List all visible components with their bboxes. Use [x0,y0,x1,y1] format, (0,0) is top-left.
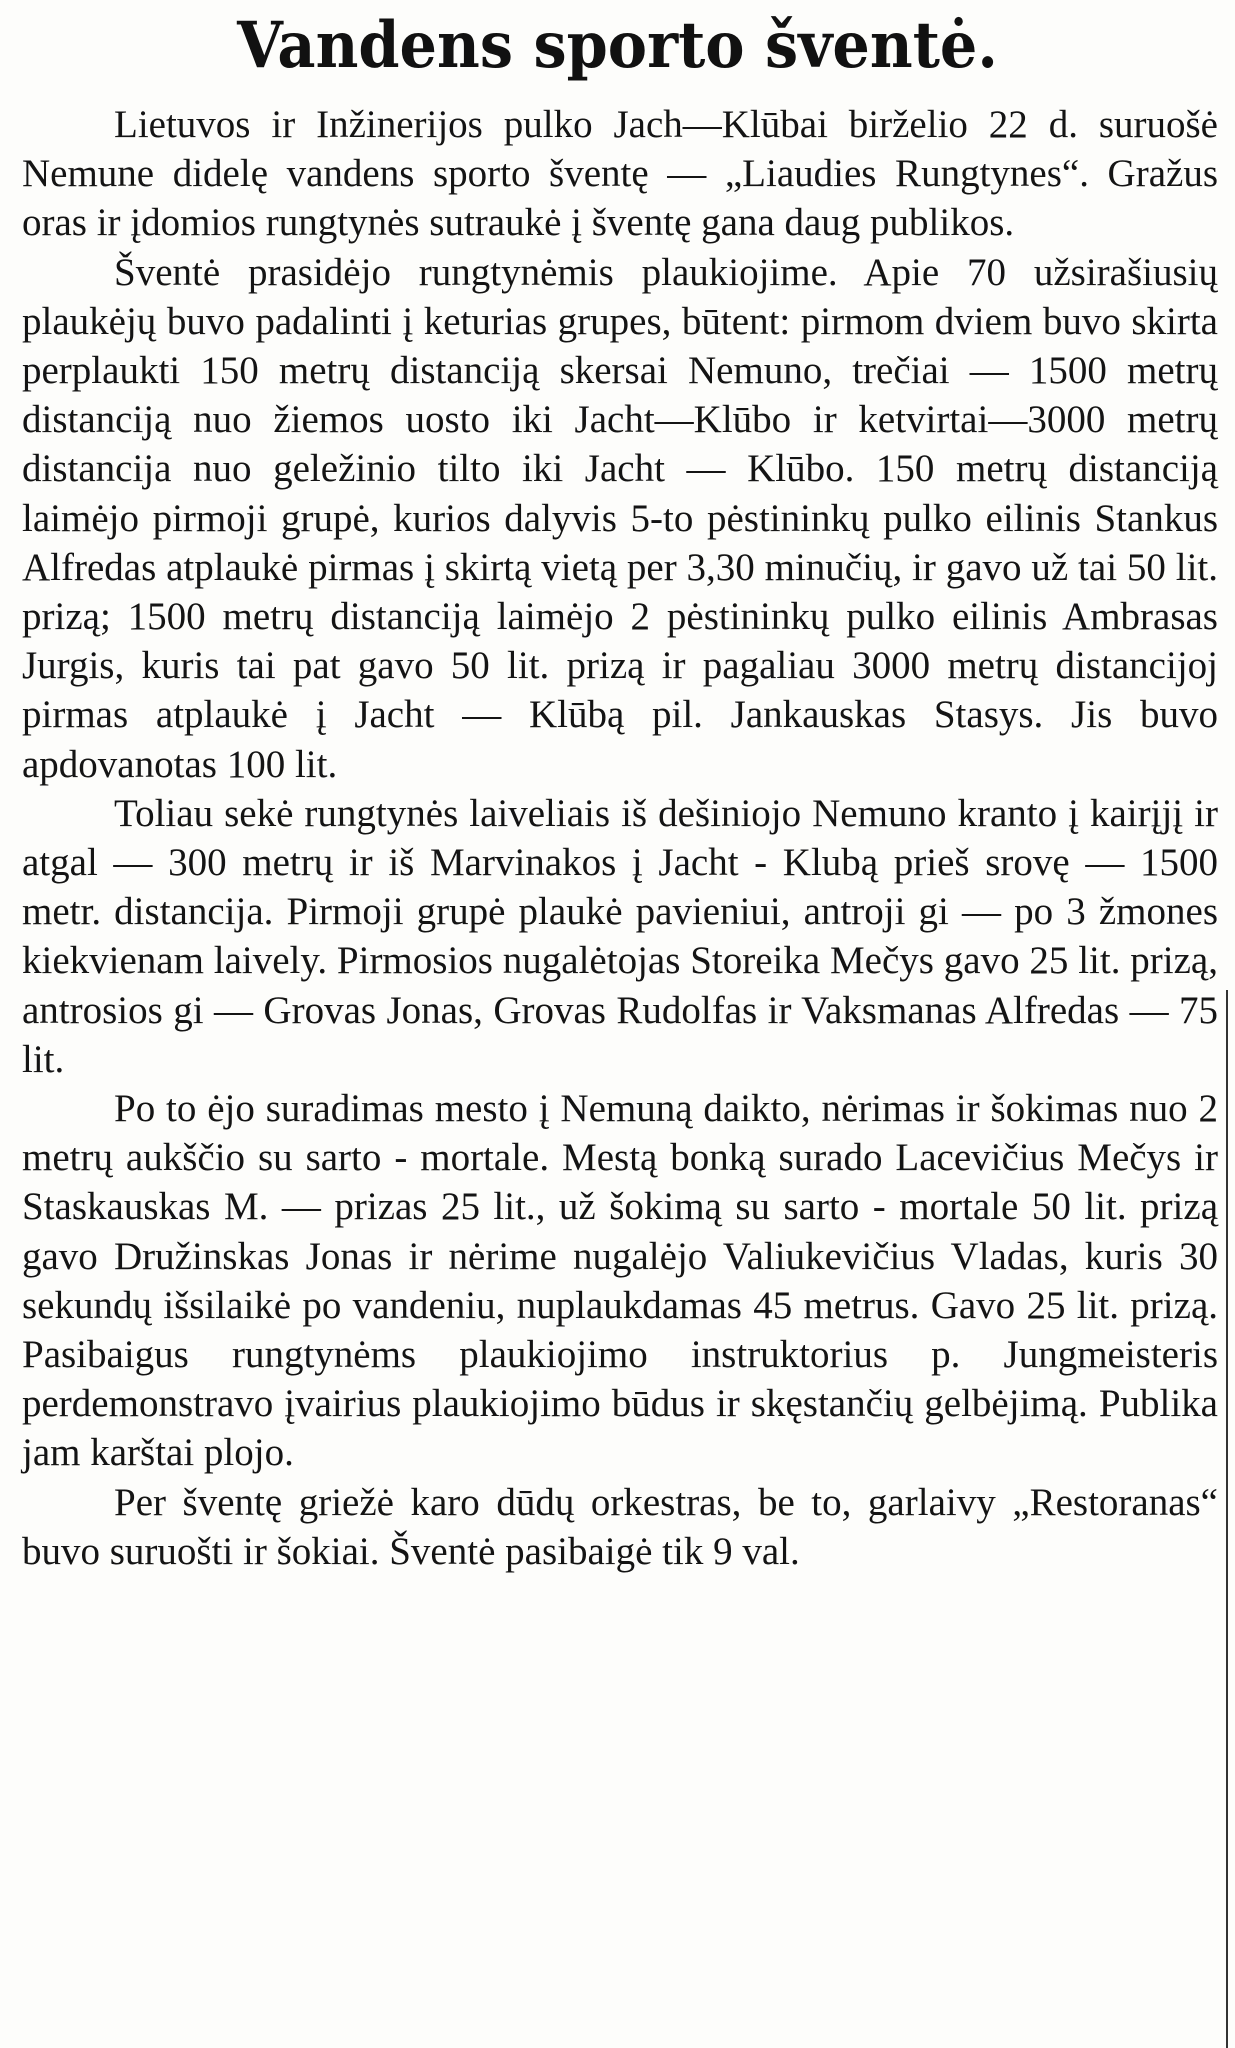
article-title: Vandens sporto šventė. [237,8,998,83]
article-paragraph: Šventė prasidėjo rungtynėmis plaukiojime. Apie 70 užsirašiusių plaukėjų buvo padalinti į keturias grupes, būtent: pirmom dviem buvo skirta perplaukti 150 metrų distanciją skersai Nemuno, trečiai — 1500 metrų distanciją nuo žiemos uosto iki Jacht—Klūbo ir ketvirtai—3000 metrų distancija nuo geležinio tilto iki Jacht — Klūbo. 150 metrų distanciją laimėjo pirmoji grupė, kurios dalyvis 5-to pėstininkų pulko eilinis Stankus Alfredas atplaukė pirmas į skirtą vietą per 3,30 minučių, ir gavo už tai 50 lit. prizą; 1500 metrų distanciją laimėjo 2 pėstininkų pulko eilinis Ambrasas Jurgis, kuris tai pat gavo 50 lit. prizą ir pagaliau 3000 metrų distancijoj pirmas atplaukė į Jacht — Klūbą pil. Jankauskas Stasys. Jis buvo apdovanotas 100 lit. [22,250,1218,786]
article-paragraph: Po to ėjo suradimas mesto į Nemuną daikto, nėrimas ir šokimas nuo 2 metrų aukščio su sarto - mortale. Mestą bonką surado Lacevičius Mečys ir Staskauskas M. — prizas 25 lit., už šokimą su sarto - mortale 50 lit. prizą gavo Družinskas Jonas ir nėrime nugalėjo Valiukevičius Vladas, kuris 30 sekundų išsilaikė po vandeniu, nuplaukdamas 45 metrus. Gavo 25 lit. prizą. Pasibaigus rungtynėms plaukiojimo instruktorius p. Jungmeisteris perdemonstravo įvairius plaukiojimo būdus ir skęstančių gelbėjimą. Publika jam karštai plojo. [22,1087,1218,1475]
column-divider-line [1226,990,1228,2048]
article-paragraph: Per šventę griežė karo dūdų orkestras, be to, garlaivy „Restoranas“ buvo suruošti ir šokiai. Šventė pasibaigė tik 9 val. [22,1480,1218,1573]
article-body [22,100,1218,1576]
article-paragraph: Lietuvos ir Inžinerijos pulko Jach—Klūbai birželio 22 d. suruošė Nemune didelę vandens sporto šventę — „Liaudies Rungtynes“. Gražus oras ir įdomios rungtynės sutraukė į šventę gana daug publikos. [22,103,1218,245]
article-paragraph: Toliau sekė rungtynės laiveliais iš dešiniojo Nemuno kranto į kairįjį ir atgal — 300 metrų ir iš Marvinakos į Jacht - Klubą prieš srovę — 1500 metr. distancija. Pirmoji grupė plaukė pavieniui, antroji gi — po 3 žmones kiekvienam laively. Pirmosios nugalėtojas Storeika Mečys gavo 25 lit. prizą, antrosios gi — Grovas Jonas, Grovas Rudolfas ir Vaksmanas Alfredas — 75 lit. [22,791,1218,1081]
